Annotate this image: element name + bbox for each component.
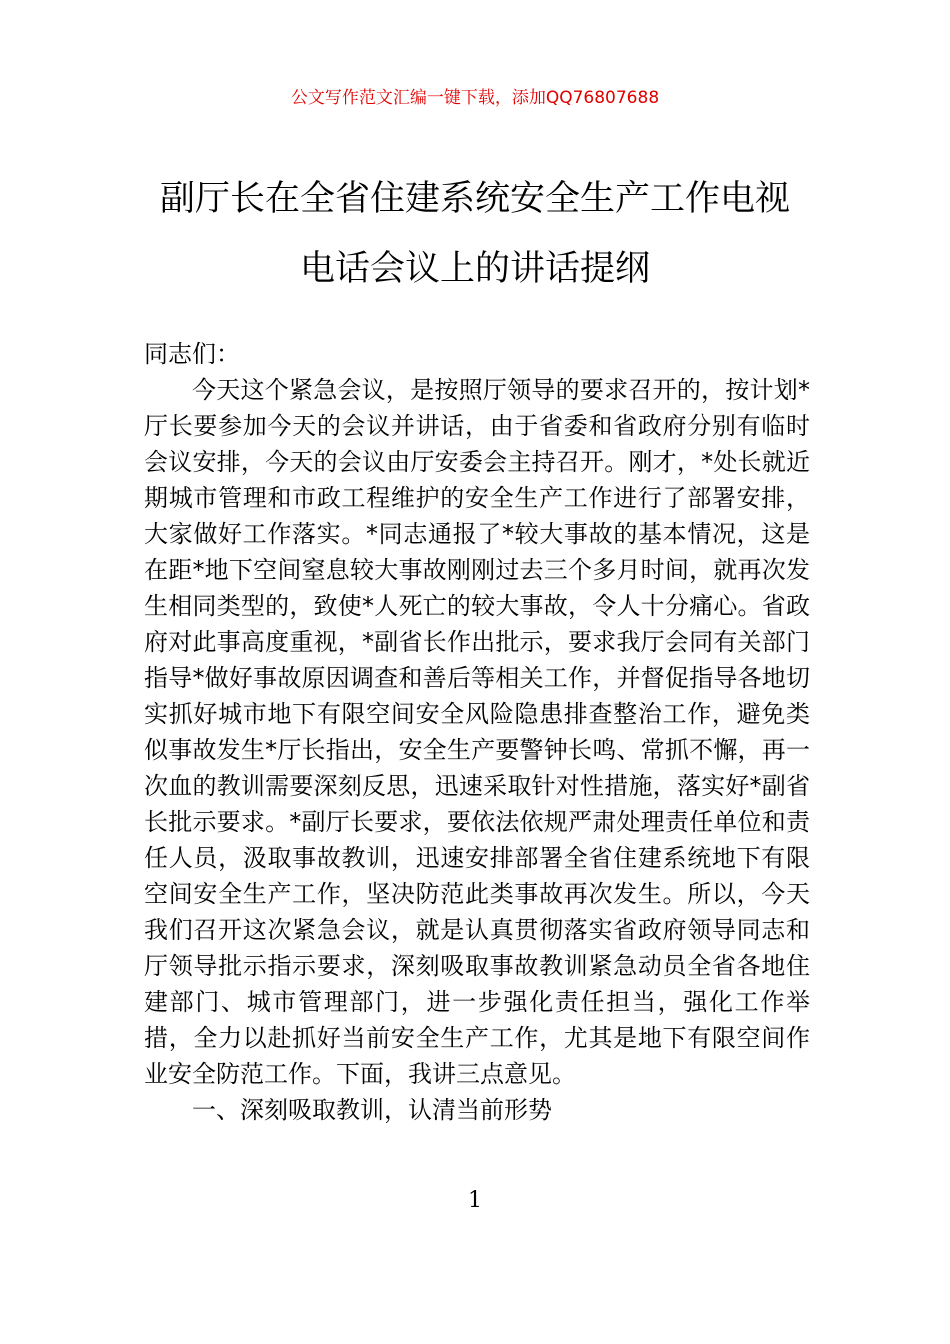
document-body [144,336,810,1128]
document-title [140,164,810,304]
section-1-heading: 一、深刻吸取教训，认清当前形势 [192,1096,552,1124]
title-line-1: 副厅长在全省住建系统安全生产工作电视 [159,179,790,219]
download-note: 公文写作范文汇编一键下载，添加QQ76807688 [290,88,660,108]
salutation: 同志们： [144,340,240,368]
title-line-2: 电话会议上的讲话提纲 [299,249,650,289]
page-number: 1 [468,1188,482,1213]
paragraph-1: 今天这个紧急会议，是按照厅领导的要求召开的，按计划*厅长要参加今天的会议并讲话，由于省委和省政府分别有临时会议安排，今天的会议由厅安委会主持召开。刚才，*处长就近期城市管理和市政工程维护的安全生产工作进行了部署安排，大家做好工作落实。*同志通报了*较大事故的基本情况，这是在距*地下空间窒息较大事故刚刚过去三个多月时间，就再次发生相同类型的，致使*人死亡的较大事故，令人十分痛心。省政府对此事高度重视，*副省长作出批示，要求我厅会同有关部门指导*做好事故原因调查和善后等相关工作，并督促指导各地切实抓好城市地下有限空间安全风险隐患排查整治工作，避免类似事故发生*厅长指出，安全生产要警钟长鸣、常抓不懈，再一次血的教训需要深刻反思，迅速采取针对性措施，落实好*副省长批示要求。*副厅长要求，要依法依规严肃处理责任单位和责任人员，汲取事故教训，迅速安排部署全省住建系统地下有限空间安全生产工作，坚决防范此类事故再次发生。所以，今天我们召开这次紧急会议，就是认真贯彻落实省政府领导同志和厅领导批示指示要求，深刻吸取事故教训紧急动员全省各地住建部门、城市管理部门，进一步强化责任担当，强化工作举措，全力以赴抓好当前安全生产工作，尤其是地下有限空间作业安全防范工作。下面，我讲三点意见。 [144,376,810,1088]
